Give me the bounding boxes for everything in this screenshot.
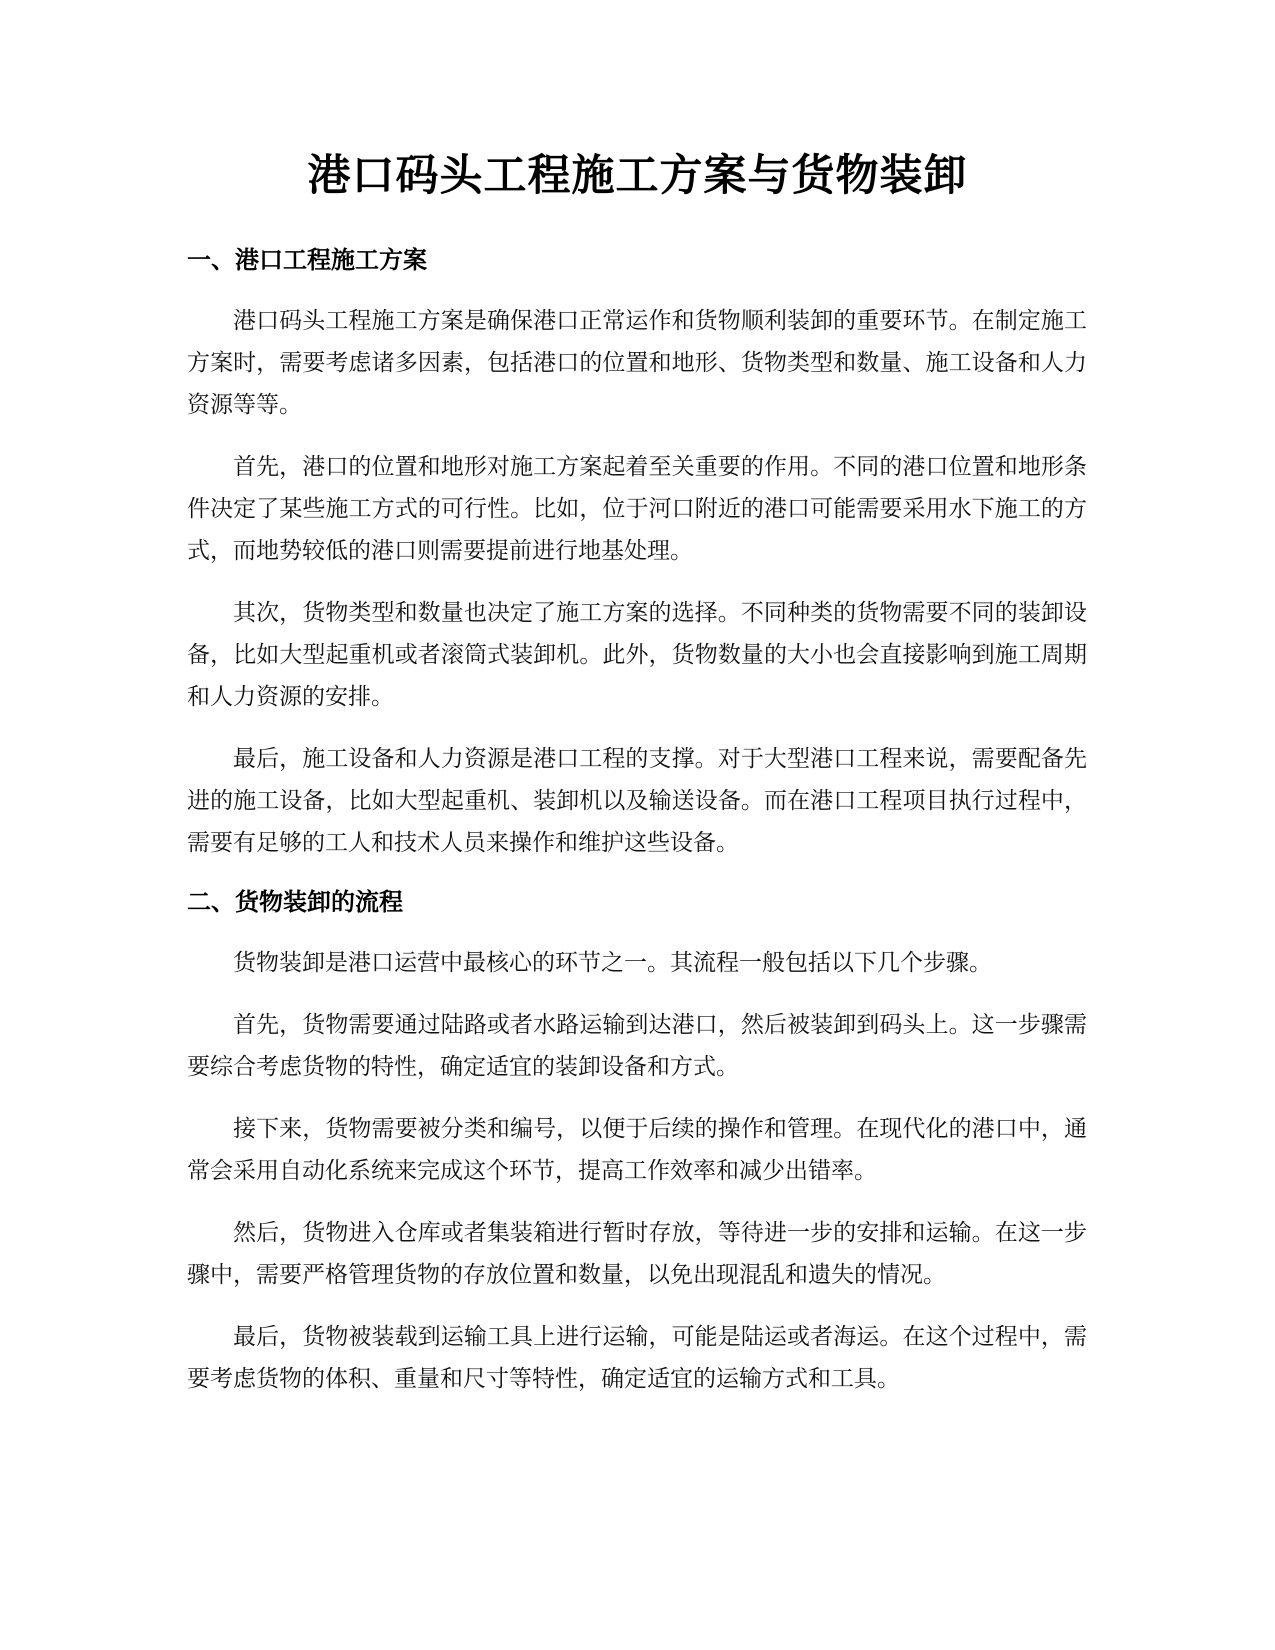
paragraph: 接下来，货物需要被分类和编号，以便于后续的操作和管理。在现代化的港口中，通常会采用自动化系统来完成这个环节，提高工作效率和减少出错率。 bbox=[187, 1116, 1087, 1184]
section-heading: 二、货物装卸的流程 bbox=[187, 888, 403, 916]
paragraph: 最后，施工设备和人力资源是港口工程的支撑。对于大型港口工程来说，需要配备先进的施工设备，比如大型起重机、装卸机以及输送设备。而在港口工程项目执行过程中，需要有足够的工人和技术人员来操作和维护这些设备。 bbox=[187, 746, 1087, 856]
document-title: 港口码头工程施工方案与货物装卸 bbox=[307, 151, 968, 201]
section-construction-plan bbox=[187, 242, 1087, 864]
section-heading: 一、港口工程施工方案 bbox=[187, 246, 427, 274]
paragraph: 港口码头工程施工方案是确保港口正常运作和货物顺利装卸的重要环节。在制定施工方案时，需要考虑诸多因素，包括港口的位置和地形、货物类型和数量、施工设备和人力资源等等。 bbox=[187, 308, 1087, 418]
paragraph: 首先，货物需要通过陆路或者水路运输到达港口，然后被装卸到码头上。这一步骤需要综合考虑货物的特性，确定适宜的装卸设备和方式。 bbox=[187, 1012, 1087, 1080]
paragraph: 最后，货物被装载到运输工具上进行运输，可能是陆运或者海运。在这个过程中，需要考虑货物的体积、重量和尺寸等特性，确定适宜的运输方式和工具。 bbox=[187, 1324, 1087, 1392]
document-body bbox=[187, 242, 1087, 1420]
paragraph: 货物装卸是港口运营中最核心的环节之一。其流程一般包括以下几个步骤。 bbox=[233, 950, 992, 976]
section-cargo-handling-process bbox=[187, 884, 1087, 1400]
paragraph: 然后，货物进入仓库或者集装箱进行暂时存放，等待进一步的安排和运输。在这一步骤中，需要严格管理货物的存放位置和数量，以免出现混乱和遗失的情况。 bbox=[187, 1220, 1087, 1288]
paragraph: 首先，港口的位置和地形对施工方案起着至关重要的作用。不同的港口位置和地形条件决定了某些施工方式的可行性。比如，位于河口附近的港口可能需要采用水下施工的方式，而地势较低的港口则需要提前进行地基处理。 bbox=[187, 454, 1087, 564]
paragraph: 其次，货物类型和数量也决定了施工方案的选择。不同种类的货物需要不同的装卸设备，比如大型起重机或者滚筒式装卸机。此外，货物数量的大小也会直接影响到施工周期和人力资源的安排。 bbox=[187, 600, 1087, 710]
